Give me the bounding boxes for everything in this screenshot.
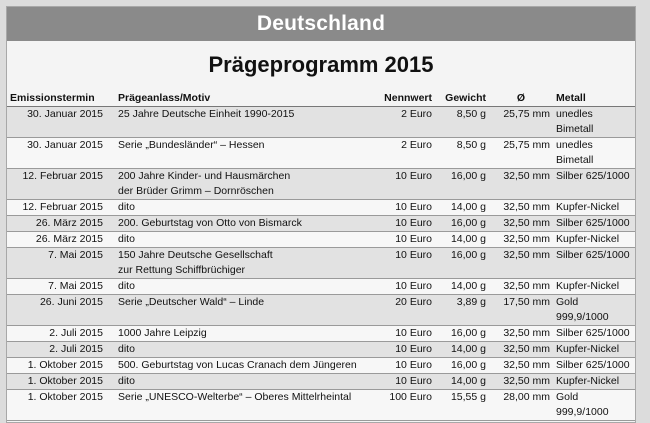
value-cell: 20 Euro [367,295,435,326]
column-header-diameter: Ø [489,89,553,107]
table-row [7,390,635,421]
diameter-cell: 32,50 mm [489,169,553,200]
metal-cell: Silber 625/1000 [553,216,635,232]
weight-cell: 15,55 g [435,390,489,421]
weight-cell: 14,00 g [435,232,489,248]
document-page [6,6,636,423]
diameter-cell: 17,50 mm [489,295,553,326]
metal-cell: Kupfer-Nickel [553,342,635,358]
date-cell: 7. Mai 2015 [7,279,115,295]
weight-cell: 16,00 g [435,248,489,279]
date-cell: 2. Juli 2015 [7,326,115,342]
table-row [7,342,635,358]
metal-cell: Gold 999,9/1000 [553,295,635,326]
date-cell: 7. Mai 2015 [7,248,115,279]
date-cell: 30. Januar 2015 [7,138,115,169]
metal-cell: Silber 625/1000 [553,358,635,374]
motif-cell [115,232,367,248]
diameter-cell: 28,00 mm [489,390,553,421]
coin-program-table [7,89,635,421]
weight-cell: 14,00 g [435,342,489,358]
value-cell: 2 Euro [367,107,435,138]
value-cell: 10 Euro [367,326,435,342]
motif-line: 1000 Jahre Leipzig [118,327,207,339]
motif-cell [115,169,367,200]
table-row [7,374,635,390]
table-row [7,295,635,326]
column-header-motif: Prägeanlass/Motiv [115,89,367,107]
table-row [7,232,635,248]
motif-line: zur Rettung Schiffbrüchiger [118,264,246,276]
date-cell: 2. Juli 2015 [7,342,115,358]
value-cell: 10 Euro [367,279,435,295]
date-cell: 1. Oktober 2015 [7,390,115,421]
table-row [7,216,635,232]
weight-cell: 16,00 g [435,326,489,342]
date-cell: 30. Januar 2015 [7,107,115,138]
table-header-row [7,89,635,107]
value-cell: 10 Euro [367,200,435,216]
country-banner: Deutschland [7,7,635,41]
date-cell: 12. Februar 2015 [7,169,115,200]
table-row [7,169,635,200]
column-header-weight: Gewicht [435,89,489,107]
motif-cell [115,279,367,295]
table-row [7,107,635,138]
date-cell: 1. Oktober 2015 [7,358,115,374]
motif-line: dito [118,201,135,213]
date-cell: 26. Juni 2015 [7,295,115,326]
motif-cell [115,216,367,232]
diameter-cell: 32,50 mm [489,216,553,232]
metal-cell: Kupfer-Nickel [553,232,635,248]
motif-cell [115,138,367,169]
weight-cell: 14,00 g [435,374,489,390]
table-row [7,279,635,295]
diameter-cell: 32,50 mm [489,374,553,390]
diameter-cell: 32,50 mm [489,279,553,295]
date-cell: 1. Oktober 2015 [7,374,115,390]
motif-line: 200. Geburtstag von Otto von Bismarck [118,217,302,229]
motif-line: dito [118,280,135,292]
motif-cell [115,390,367,421]
metal-cell: Kupfer-Nickel [553,279,635,295]
weight-cell: 3,89 g [435,295,489,326]
diameter-cell: 32,50 mm [489,358,553,374]
motif-cell [115,107,367,138]
weight-cell: 14,00 g [435,200,489,216]
weight-cell: 16,00 g [435,216,489,232]
value-cell: 10 Euro [367,248,435,279]
motif-line: der Brüder Grimm – Dornröschen [118,185,274,197]
metal-cell: Silber 625/1000 [553,326,635,342]
value-cell: 10 Euro [367,169,435,200]
weight-cell: 8,50 g [435,107,489,138]
weight-cell: 14,00 g [435,279,489,295]
table-row [7,138,635,169]
page-title: Prägeprogramm 2015 [208,52,434,77]
value-cell: 100 Euro [367,390,435,421]
value-cell: 10 Euro [367,342,435,358]
motif-cell [115,200,367,216]
weight-cell: 8,50 g [435,138,489,169]
metal-cell: Gold 999,9/1000 [553,390,635,421]
table-row [7,358,635,374]
metal-cell: unedles Bimetall [553,138,635,169]
value-cell: 10 Euro [367,358,435,374]
metal-cell: Kupfer-Nickel [553,200,635,216]
motif-line: dito [118,233,135,245]
diameter-cell: 25,75 mm [489,138,553,169]
metal-cell: Silber 625/1000 [553,169,635,200]
motif-line: Serie „UNESCO-Welterbe“ – Oberes Mittelrheintal [118,391,352,403]
column-header-metal: Metall [553,89,635,107]
motif-line: dito [118,343,135,355]
date-cell: 26. März 2015 [7,216,115,232]
motif-line: 25 Jahre Deutsche Einheit 1990-2015 [118,108,295,120]
motif-line: 500. Geburtstag von Lucas Cranach dem Jüngeren [118,359,357,371]
metal-cell: Silber 625/1000 [553,248,635,279]
motif-cell [115,295,367,326]
motif-cell [115,374,367,390]
diameter-cell: 32,50 mm [489,232,553,248]
diameter-cell: 32,50 mm [489,342,553,358]
column-header-value: Nennwert [367,89,435,107]
motif-line: Serie „Deutscher Wald“ – Linde [118,296,265,308]
motif-cell [115,326,367,342]
motif-line: dito [118,375,135,387]
motif-line: 200 Jahre Kinder- und Hausmärchen [118,170,291,182]
diameter-cell: 25,75 mm [489,107,553,138]
motif-line: 150 Jahre Deutsche Gesellschaft [118,249,273,261]
weight-cell: 16,00 g [435,169,489,200]
motif-cell [115,248,367,279]
motif-cell [115,342,367,358]
table-row [7,248,635,279]
column-header-date: Emissionstermin [7,89,115,107]
date-cell: 26. März 2015 [7,232,115,248]
table-row [7,200,635,216]
value-cell: 10 Euro [367,216,435,232]
value-cell: 10 Euro [367,374,435,390]
date-cell: 12. Februar 2015 [7,200,115,216]
metal-cell: Kupfer-Nickel [553,374,635,390]
metal-cell: unedles Bimetall [553,107,635,138]
table-row [7,326,635,342]
motif-cell [115,358,367,374]
weight-cell: 16,00 g [435,358,489,374]
diameter-cell: 32,50 mm [489,200,553,216]
diameter-cell: 32,50 mm [489,248,553,279]
motif-line: Serie „Bundesländer“ – Hessen [118,139,265,151]
value-cell: 2 Euro [367,138,435,169]
value-cell: 10 Euro [367,232,435,248]
diameter-cell: 32,50 mm [489,326,553,342]
